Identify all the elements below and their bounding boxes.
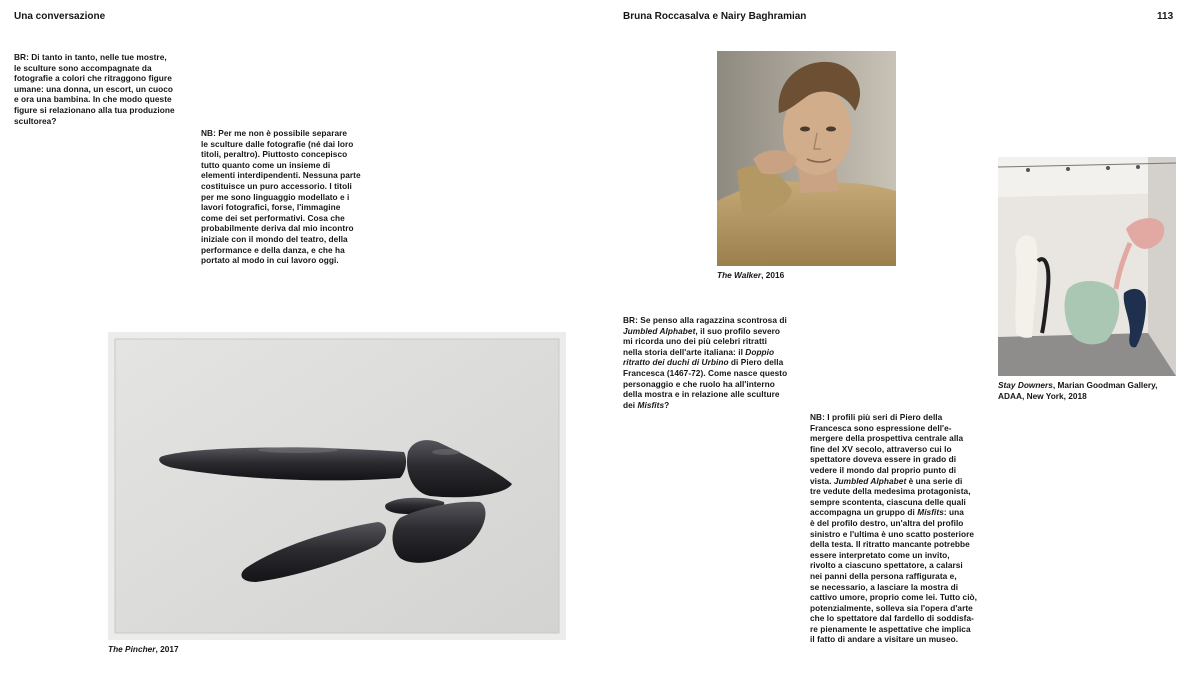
artwork-title: Jumbled Alphabet (623, 325, 696, 336)
text-line: umane: una donna, un escort, un cuoco (14, 83, 174, 94)
text-line: nei panni della persona raffigurata e, (810, 570, 957, 581)
text-line (810, 476, 977, 487)
running-head-center: Bruna Roccasalva e Nairy Baghramian (623, 11, 807, 22)
walker-portrait-image (717, 51, 896, 266)
text-line: fotografie a colori che ritraggono figure (14, 73, 172, 84)
artwork-title: Jumbled Alphabet (833, 475, 907, 486)
text-line: performance e della danza, e che ha (201, 244, 345, 255)
text-line: tutto quanto come un insieme di (201, 159, 331, 170)
artwork-title: ritratto dei duchi di Urbino (623, 357, 729, 368)
text-line: rivolto a ciascuno spettatore, a calarsi (810, 560, 963, 571)
text-fragment: vista. (810, 475, 834, 486)
gallery-installation-image (998, 157, 1176, 376)
walker-photo (717, 51, 896, 266)
question-2 (623, 315, 787, 410)
question-1 (14, 52, 175, 126)
text-line (623, 347, 787, 358)
text-line: figure si relazionano alla tua produzione (14, 104, 175, 115)
walker-caption (717, 270, 784, 281)
text-line: tre vedute della medesima protagonista, (810, 486, 971, 497)
stay-downers-caption (998, 380, 1157, 401)
text-line: NB: Per me non è possibile separare (201, 128, 348, 138)
text-line: le sculture sono accompagnate da (14, 62, 152, 73)
text-line (623, 357, 787, 368)
pincher-sculpture-image (108, 332, 566, 640)
text-line: cattivo umore, proprio come lei. Tutto ciò, (810, 592, 978, 603)
text-line: BR: Se penso alla ragazzina scontrosa di (623, 315, 787, 325)
text-line: personaggio e che ruolo ha all'interno (623, 378, 775, 389)
text-line: NB: I profili più seri di Piero della (810, 412, 943, 422)
text-line (810, 507, 977, 518)
text-line: potenzialmente, solleva sia l'opera d'arte (810, 602, 973, 613)
caption-title: Stay Downers (998, 380, 1053, 390)
text-line: come dei set performativi. Cosa che (201, 212, 345, 223)
caption-year: , 2017 (155, 644, 179, 654)
text-line: vedere il mondo dal proprio punto di (810, 464, 957, 475)
text-line: sinistro e l'ultima è uno scatto posteriore (810, 528, 975, 539)
text-line: il fatto di andare a visitare un museo. (810, 634, 959, 645)
text-line: se necessario, a lasciare la mostra di (810, 581, 959, 592)
pincher-caption (108, 644, 179, 655)
artwork-title: Doppio (745, 346, 775, 357)
answer-2 (810, 412, 977, 645)
text-line: BR: Di tanto in tanto, nelle tue mostre, (14, 52, 167, 62)
artwork-title: Misfits (637, 399, 665, 410)
text-line: fine del XV secolo, attraverso cui lo (810, 443, 952, 454)
text-line: scultorea? (14, 115, 57, 126)
text-line: essere interpretato come un invito, (810, 549, 950, 560)
text-line: Francesca (1467-72). Come nasce questo (623, 367, 788, 378)
page-number: 113 (1157, 11, 1174, 22)
text-fragment: è una serie di (906, 475, 963, 486)
text-line: della mostra e in relazione alle sculture (623, 389, 780, 400)
text-line: della testa. Il ritratto mancante potrebbe (810, 539, 970, 550)
text-fragment: di Piero della (728, 357, 784, 368)
text-line: è del profilo destro, un'altra del profilo (810, 517, 964, 528)
caption-line (998, 380, 1157, 391)
text-line: costituisce un puro accessorio. I titoli (201, 180, 352, 191)
stay-downers-photo (998, 157, 1176, 376)
text-line: mi ricorda uno dei più celebri ritratti (623, 336, 767, 347)
running-head-left: Una conversazione (14, 11, 106, 22)
text-line: probabilmente deriva dal mio incontro (201, 223, 354, 234)
text-line: Francesca sono espressione dell'e- (810, 422, 952, 433)
text-line: spettatore doveva essere in grado di (810, 454, 957, 465)
text-line: elementi interdipendenti. Nessuna parte (201, 170, 361, 181)
text-fragment: nella storia dell'arte italiana: il (623, 346, 746, 357)
pincher-photo (108, 332, 566, 640)
text-line: che lo spettatore dal fardello di soddisfa- (810, 613, 974, 624)
text-line (623, 400, 787, 411)
text-fragment: dei (623, 399, 638, 410)
text-line: titoli, peraltro). Piuttosto concepisco (201, 149, 348, 160)
artwork-title: Misfits (917, 507, 944, 518)
text-line: sempre scontenta, ciascuna delle quali (810, 496, 966, 507)
caption-title: The Walker (717, 270, 762, 280)
text-line: e ora una bambina. In che modo queste (14, 94, 172, 105)
text-fragment: ? (664, 399, 670, 410)
caption-line: ADAA, New York, 2018 (998, 390, 1087, 401)
text-line: portato al modo in cui lavoro oggi. (201, 255, 339, 266)
text-line: mergere della prospettiva centrale alla (810, 433, 964, 444)
text-line (623, 326, 787, 337)
text-line: per me sono linguaggio modellato e i (201, 191, 350, 202)
text-fragment: , il suo profilo severo (695, 325, 781, 336)
text-line: re pienamente le aspettative che implica (810, 623, 971, 634)
caption-title: The Pincher (108, 644, 156, 654)
text-fragment: accompagna un gruppo di (810, 507, 918, 518)
text-line: iniziale con il mondo del teatro, della (201, 233, 348, 244)
text-line: le sculture dalle fotografie (né dai loro (201, 138, 354, 149)
answer-1 (201, 128, 361, 266)
text-fragment: : una (943, 507, 964, 518)
text-line: lavori fotografici, forse, l'immagine (201, 202, 341, 213)
caption-year: , 2016 (761, 270, 785, 280)
caption-venue: , Marian Goodman Gallery, (1052, 380, 1158, 390)
